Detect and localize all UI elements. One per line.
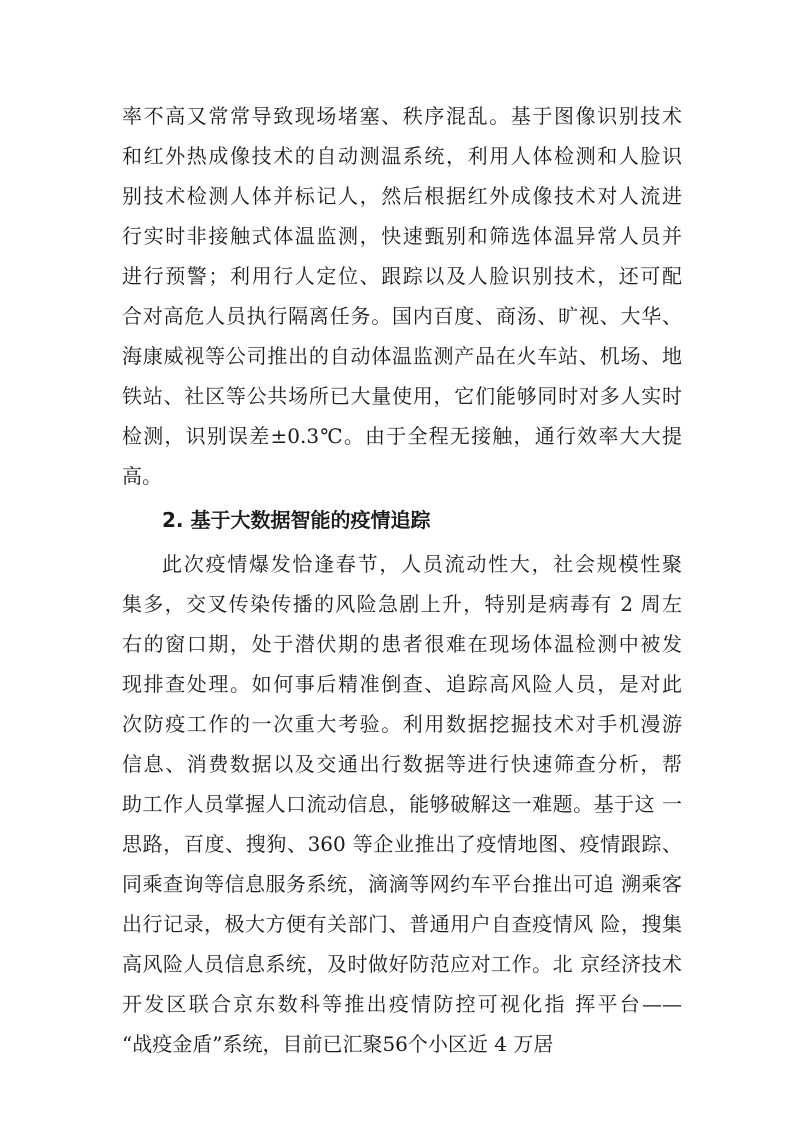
paragraph-line: 和红外热成像技术的自动测温系统，利用人体检测和人脸识 bbox=[122, 144, 682, 168]
paragraph-line: 别技术检测人体并标记人，然后根据红外成像技术对人流进 bbox=[122, 184, 682, 208]
paragraph-line: 率不高又常常导致现场堵塞、秩序混乱。基于图像识别技术 bbox=[122, 104, 682, 128]
paragraph-line: 思路，百度、搜狗、360 等企业推出了疫情地图、疫情跟踪、 bbox=[122, 832, 682, 856]
paragraph-line: 检测，识别误差±0.3℃。由于全程无接触，通行效率大大提 bbox=[122, 424, 682, 448]
paragraph-line: 海康威视等公司推出的自动体温监测产品在火车站、机场、地 bbox=[122, 344, 682, 368]
paragraph-line: 铁站、社区等公共场所已大量使用，它们能够同时对多人实时 bbox=[122, 384, 682, 408]
paragraph-line: 开发区联合京东数科等推出疫情防控可视化指 挥平台—— bbox=[122, 992, 682, 1016]
paragraph-line: 右的窗口期，处于潜伏期的患者很难在现场体温检测中被发 bbox=[122, 632, 682, 656]
paragraph-line: 集多，交叉传染传播的风险急剧上升，特别是病毒有 2 周左 bbox=[122, 592, 682, 616]
paragraph-line: 高。 bbox=[122, 464, 162, 488]
paragraph-line: 进行预警；利用行人定位、跟踪以及人脸识别技术，还可配 bbox=[122, 264, 682, 288]
paragraph-line: 信息、消费数据以及交通出行数据等进行快速筛查分析，帮 bbox=[122, 752, 682, 776]
paragraph-line: 同乘查询等信息服务系统，滴滴等网约车平台推出可追 溯乘客 bbox=[122, 872, 682, 896]
paragraph-line: 高风险人员信息系统，及时做好防范应对工作。北 京经济技术 bbox=[122, 952, 682, 976]
paragraph-line: 现排查处理。如何事后精准倒查、追踪高风险人员，是对此 bbox=[122, 672, 682, 696]
paragraph-line: 行实时非接触式体温监测，快速甄别和筛选体温异常人员并 bbox=[122, 224, 682, 248]
paragraph-line: 出行记录，极大方便有关部门、普通用户自查疫情风 险，搜集 bbox=[122, 912, 682, 936]
paragraph-line: 此次疫情爆发恰逢春节，人员流动性大，社会规模性聚 bbox=[162, 552, 682, 576]
section-heading: 2. 基于大数据智能的疫情追踪 bbox=[162, 508, 431, 532]
paragraph-line: 合对高危人员执行隔离任务。国内百度、商汤、旷视、大华、 bbox=[122, 304, 682, 328]
paragraph-line: 助工作人员掌握人口流动信息，能够破解这一难题。基于这 一 bbox=[122, 792, 682, 816]
paragraph-line: “战疫金盾”系统，目前已汇聚56个小区近 4 万居 bbox=[122, 1032, 554, 1056]
paragraph-line: 次防疫工作的一次重大考验。利用数据挖掘技术对手机漫游 bbox=[122, 712, 682, 736]
